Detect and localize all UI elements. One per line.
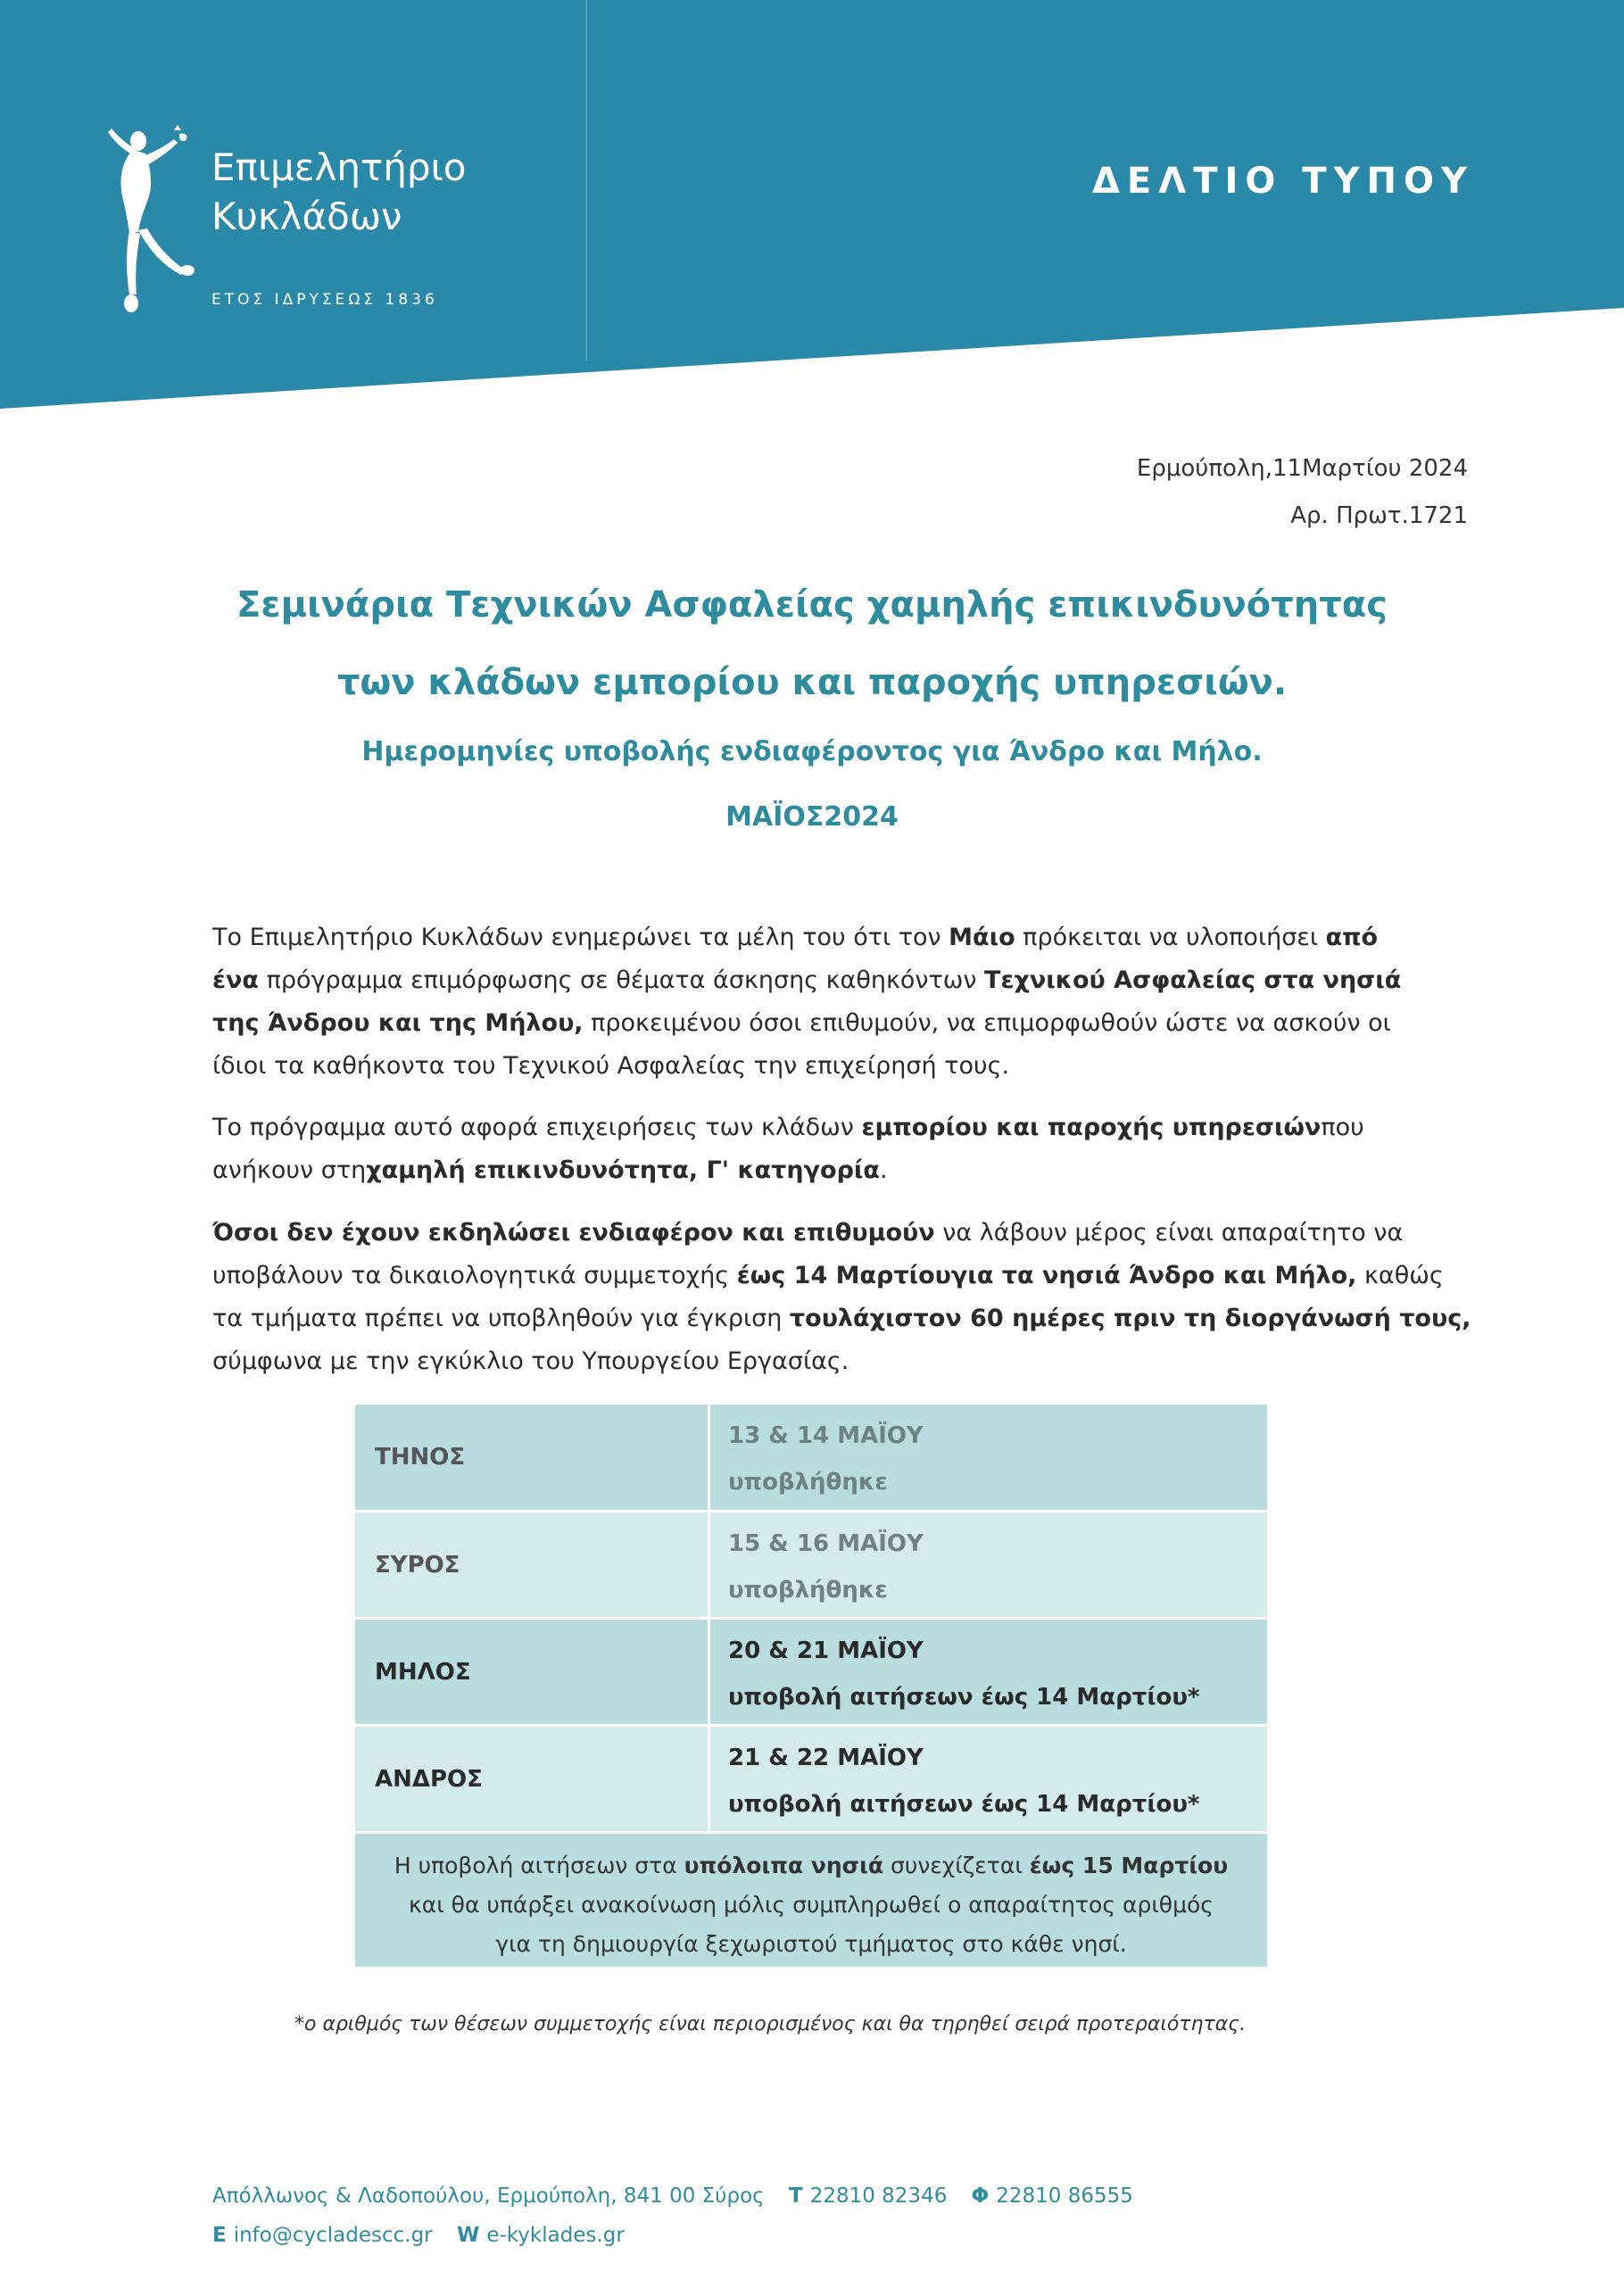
month-label: ΜΑΪΟΣ2024 [725,801,899,833]
training-dates: 13 & 14 ΜΑΪΟΥ [728,1422,924,1449]
table-note [355,1846,1267,1964]
text-span: Η υποβολή αιτήσεων στα [394,1853,684,1878]
island-name: ΤΗΝΟΣ [375,1444,466,1471]
row-divider [355,1831,1267,1834]
subtitle: Ημερομηνίες υποβολής ενδιαφέροντος για Άνδρο και Μήλο. [361,736,1263,767]
footer-email-link[interactable]: info@cycladescc.gr [233,2224,433,2247]
text-span: καθώς [1356,1262,1444,1289]
footer-fax: 22810 86555 [996,2184,1133,2208]
island-name: ΜΗΛΟΣ [375,1659,471,1686]
submission-status: υποβολή αιτήσεων έως 14 Μαρτίου* [728,1791,1200,1818]
footer-contact-line1 [212,2184,1133,2208]
protocol-number: Αρ. Πρωτ.1721 [1290,502,1468,529]
table-row [355,1405,1267,1510]
submission-status: υποβλήθηκε [728,1469,888,1496]
table-row [355,1620,1267,1724]
training-dates: 21 & 22 ΜΑΪΟΥ [728,1745,924,1771]
island-name: ΣΥΡΟΣ [375,1552,460,1579]
footer-contact-line2 [212,2224,625,2247]
footer-phone[interactable]: 22810 82346 [809,2184,948,2208]
training-dates: 20 & 21 ΜΑΪΟΥ [728,1637,924,1664]
phone-label: Τ [788,2184,803,2208]
table-row [355,1513,1267,1617]
bold-span: υπόλοιπα νησιά [684,1853,884,1878]
bold-span: από [1325,924,1379,951]
text-span: που [1321,1114,1364,1141]
footer-web-link[interactable]: e-kyklades.gr [486,2224,625,2247]
footnote: *ο αριθμός των θέσεων συμμετοχής είναι περιορισμένος και θα τηρηθεί σειρά προτεραιότητας. [294,2013,1247,2035]
bold-span: τουλάχιστον 60 ημέρες πριν τη διοργάνωσή τους, [789,1305,1471,1332]
text-span: Το Επιμελητήριο Κυκλάδων ενημερώνει τα μέλη του ότι τον [212,924,949,951]
table-note-row [355,1834,1267,1967]
text-span: υποβάλουν τα δικαιολογητικά συμμετοχής [212,1262,737,1289]
text-span: συνεχίζεται [883,1853,1030,1878]
schedule-table [355,1405,1267,1967]
footer-address: Απόλλωνος & Λαδοπούλου, Ερμούπολη, 841 00 Σύρος [212,2184,765,2208]
founded-year: ΕΤΟΣ ΙΔΡΥΣΕΩΣ 1836 [211,291,438,309]
web-label: W [456,2224,480,2247]
text-span: Το πρόγραμμα αυτό αφορά επιχειρήσεις των κλάδων [212,1114,862,1141]
table-row [355,1727,1267,1831]
bold-span: Μάιο [949,924,1015,951]
row-divider [355,1510,1267,1513]
island-name: ΑΝΔΡΟΣ [375,1766,483,1793]
fax-label: Φ [971,2184,990,2208]
row-divider [355,1617,1267,1620]
text-span: πρόκειται να υλοποιήσει [1015,924,1326,951]
text-span: πρόγραμμα επιμόρφωσης σε θέματα άσκησης καθηκόντων [258,966,985,994]
document-type-title: ΔΕΛΤΙΟ ΤΥΠΟΥ [1091,161,1474,202]
paragraph-3 [212,1212,1471,1383]
text-span: να λάβουν μέρος είναι απαραίτητο να [934,1219,1404,1247]
training-dates: 15 & 16 ΜΑΪΟΥ [728,1530,924,1557]
text-line: για τη δημιουργία ξεχωριστού τμήματος στο κάθε νησί. [495,1931,1127,1957]
email-label: E [212,2224,227,2247]
text-span: σύμφωνα με την εγκύκλιο του Υπουργείου Εργασίας. [212,1347,849,1375]
bold-span: Τεχνικού Ασφαλείας στα νησιά [984,966,1402,994]
text-line: και θα υπάρξει ανακοίνωση μόλις συμπληρωθεί ο απαραίτητος αριθμός [409,1892,1214,1918]
text-span: ίδιοι τα καθήκοντα του Τεχνικού Ασφαλείας την επιχείρησή τους. [212,1052,1010,1080]
main-title-line1: Σεμινάρια Τεχνικών Ασφαλείας χαμηλής επικινδυνότητας [236,584,1388,626]
row-divider [355,1724,1267,1727]
bold-span: Όσοι δεν έχουν εκδηλώσει ενδιαφέρον και επιθυμούν [212,1219,935,1247]
paragraph-1 [212,916,1471,1088]
org-name-line1: Επιμελητήριο [211,145,467,189]
text-span: προκειμένου όσοι επιθυμούν, να επιμορφωθούν ώστε να ασκούν οι [583,1009,1391,1037]
bold-span: χαμηλή επικινδυνότητα, Γ' κατηγορία [366,1156,880,1184]
submission-status: υποβολή αιτήσεων έως 14 Μαρτίου* [728,1684,1200,1711]
bold-span: της Άνδρου και της Μήλου, [212,1009,584,1037]
bold-span: ένα [212,966,259,994]
paragraph-2 [212,1107,1471,1192]
main-title-line2: των κλάδων εμπορίου και παροχής υπηρεσιών. [336,662,1288,703]
org-name-line2: Κυκλάδων [211,195,402,238]
text-span: τα τμήματα πρέπει να υποβληθούν για έγκριση [212,1305,790,1332]
document-date: Ερμούπολη,11Μαρτίου 2024 [1136,455,1468,482]
hermes-figure-icon [103,125,201,317]
bold-span: έως 15 Μαρτίου [1029,1853,1229,1878]
submission-status: υποβλήθηκε [728,1577,888,1604]
organization-name [211,143,466,241]
bold-span: εμπορίου και παροχής υπηρεσιών [861,1114,1322,1141]
bold-span: έως 14 Μαρτίουγια τα νησιά Άνδρο και Μήλο, [736,1262,1357,1289]
text-span: ανήκουν στη [212,1156,367,1184]
text-span: . [879,1156,888,1184]
